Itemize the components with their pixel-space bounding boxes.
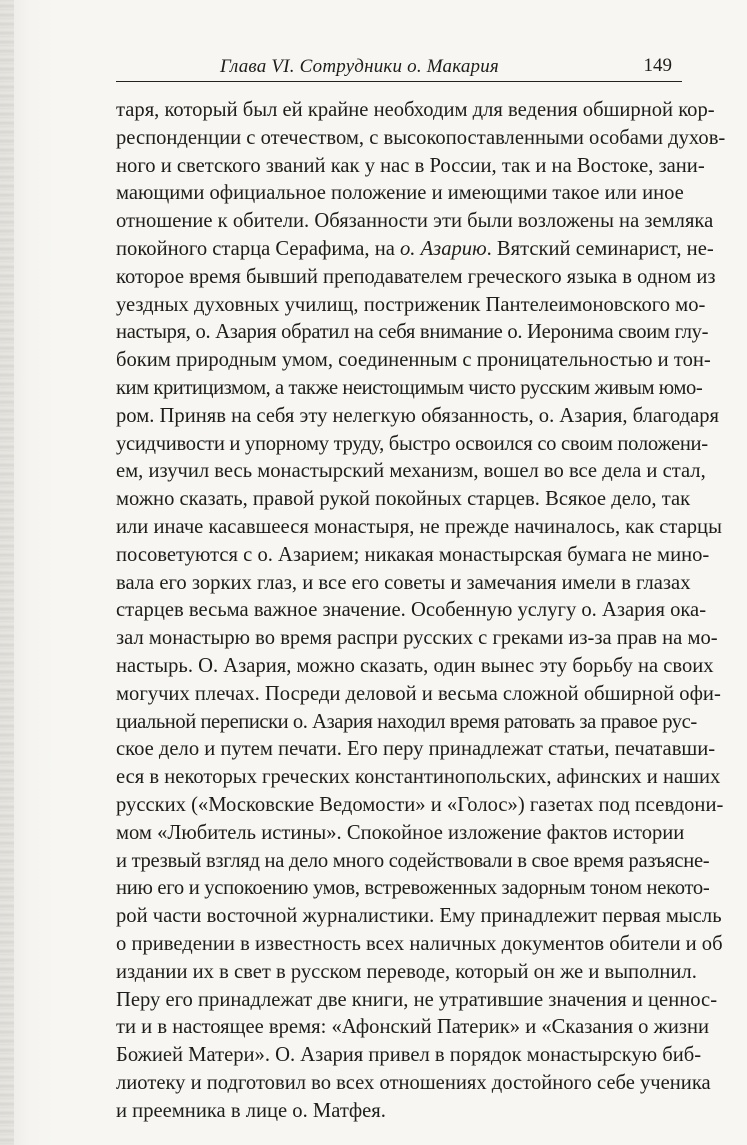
- text-line: усидчивости и упорному труду, быстро освоился со своим положени-: [116, 432, 708, 455]
- text-line: боким природным умом, соединенным с проницательностью и тон-: [116, 349, 711, 372]
- text-line: лиотеку и подготовил во всех отношениях достойного себе ученика: [116, 1071, 711, 1094]
- text-line-tail: . Вятский семинарист, не-: [486, 237, 714, 260]
- page-number: 149: [643, 55, 672, 76]
- text-line: мом «Любитель истины». Спокойное изложение фактов истории: [116, 821, 685, 844]
- scan-edge-shadow: [0, 0, 14, 1145]
- text-line: зал монастырю во время распри русских с греками из-за прав на мо-: [116, 627, 718, 650]
- text-line-with-italic: [116, 236, 714, 264]
- text-line: циальной переписки о. Азария находил время ратовать за правое рус-: [116, 710, 697, 733]
- running-title: Глава VI. Сотрудники о. Макария: [220, 56, 499, 77]
- text-line: нию его и успокоению умов, встревоженных задорным тоном некото-: [116, 877, 710, 900]
- text-line: Перу его принадлежат две книги, не утратившие значения и ценнос-: [116, 988, 718, 1011]
- text-line: старцев весьма важное значение. Особенную услугу о. Азария ока-: [116, 599, 707, 622]
- text-line: могучих плечах. Посреди деловой и весьма сложной обширной офи-: [116, 682, 721, 705]
- body-text: [116, 97, 726, 1125]
- text-line: отношение к обители. Обязанности эти были возложены на земляка: [116, 210, 714, 233]
- text-line-final: и преемника в лице о. Матфея.: [116, 1099, 386, 1122]
- text-line: мающими официальное положение и имеющими такое или иное: [116, 182, 684, 205]
- italic-name: о. Азарию: [400, 237, 487, 260]
- running-header: [116, 52, 684, 82]
- header-rule: [116, 81, 682, 82]
- text-line: можно сказать, правой рукой покойных старцев. Всякое дело, так: [116, 488, 691, 511]
- text-line: которое время бывший преподавателем греческого языка в одном из: [116, 265, 716, 288]
- text-line: русских («Московские Ведомости» и «Голос») газетах под псевдони-: [116, 793, 724, 816]
- text-line: респонденции с отечеством, с высокопоставленными особами духов-: [116, 126, 726, 149]
- text-line: и трезвый взгляд на дело много содействовали в свое время разъясне-: [116, 849, 710, 872]
- text-line: настыря, о. Азария обратил на себя внимание о. Иеронима своим глу-: [116, 321, 709, 344]
- text-line: еся в некоторых греческих константинопольских, афинских и наших: [116, 766, 721, 789]
- text-line: Божией Матери». О. Азария привел в порядок монастырскую биб-: [116, 1044, 702, 1067]
- text-line: ем, изучил весь монастырский механизм, вошел во все дела и стал,: [116, 460, 706, 483]
- text-line: таря, который был ей крайне необходим для ведения обширной кор-: [116, 99, 715, 121]
- text-line: посоветуются с о. Азарием; никакая монастырская бумага не мино-: [116, 543, 710, 566]
- text-line: о приведении в известность всех наличных документов обители и об: [116, 932, 723, 955]
- text-line: ское дело и путем печати. Его перу принадлежат статьи, печатавши-: [116, 738, 716, 761]
- text-line: ти и в настоящее время: «Афонский Патерик» и «Сказания о жизни: [116, 1016, 710, 1039]
- text-line: ким критицизмом, а также неистощимым чисто русским живым юмо-: [116, 376, 703, 399]
- text-line: издании их в свет в русском переводе, который он же и выполнил.: [116, 960, 697, 983]
- text-line: настырь. О. Азария, можно сказать, один вынес эту борьбу на своих: [116, 654, 714, 677]
- text-line-head: покойного старца Серафима, на: [116, 237, 400, 260]
- text-line: рой части восточной журналистики. Ему принадлежит первая мысль: [116, 905, 722, 928]
- text-line: ного и светского званий как у нас в России, так и на Востоке, зани-: [116, 154, 705, 177]
- text-line: ром. Приняв на себя эту нелегкую обязанность, о. Азария, благодаря: [116, 404, 720, 427]
- text-line: вала его зорких глаз, и все его советы и замечания имели в глазах: [116, 571, 691, 594]
- text-line: уездных духовных училищ, постриженик Пантелеимоновского мо-: [116, 293, 706, 316]
- text-line: или иначе касавшееся монастыря, не прежде начиналось, как старцы: [116, 515, 722, 538]
